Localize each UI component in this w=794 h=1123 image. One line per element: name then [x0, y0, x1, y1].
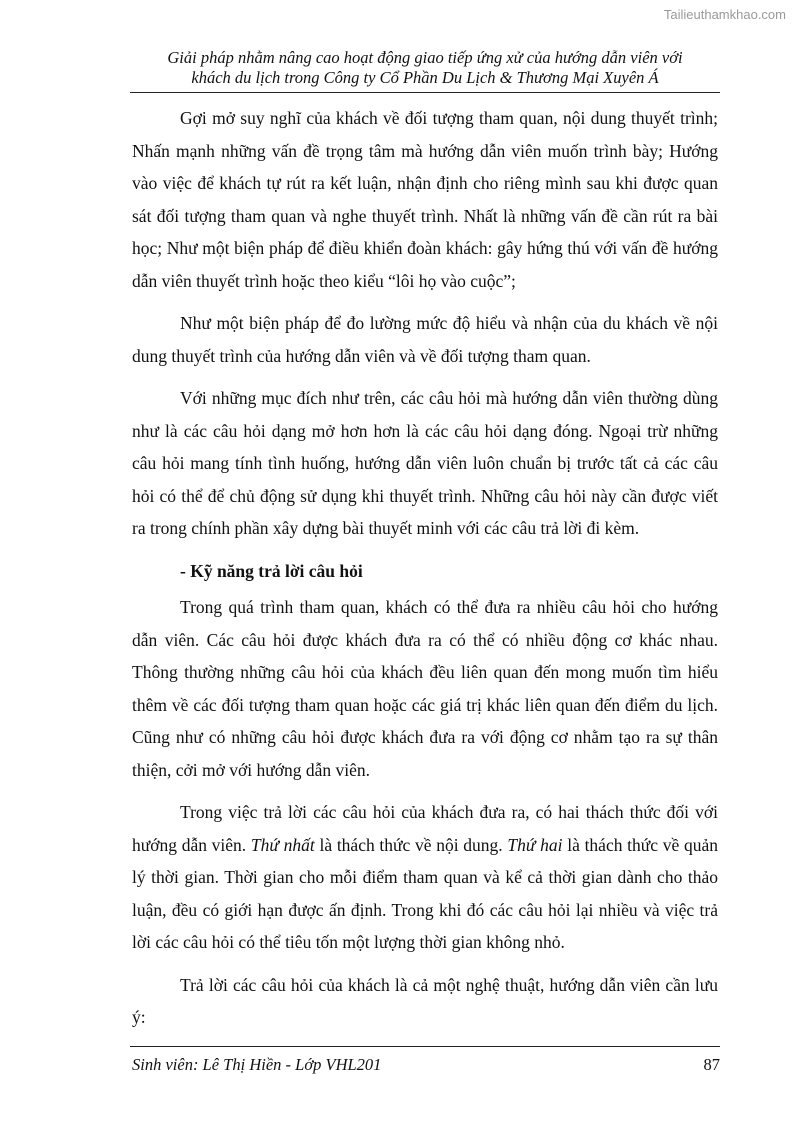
paragraph-1: Gợi mở suy nghĩ của khách về đối tượng tham quan, nội dung thuyết trình; Nhấn mạnh những vấn đề trọng tâm mà hướng dẫn viên muốn trình bày; Hướng vào việc để khách tự rút ra kết luận, nhận định cho riêng mình sau khi được quan sát đối tượng tham quan và nghe thuyết trình. Nhất là những vấn đề cần rút ra bài học; Như một biện pháp để điều khiển đoàn khách: gây hứng thú với vấn đề hướng dẫn viên thuyết trình hoặc theo kiểu “lôi họ vào cuộc”;: [132, 108, 718, 291]
header-divider: [130, 92, 720, 93]
paragraph-4: Trong quá trình tham quan, khách có thể đưa ra nhiều câu hỏi cho hướng dẫn viên. Các câu hỏi được khách đưa ra có thể có nhiều động cơ khác nhau. Thông thường những câu hỏi của khách đều liên quan đến mong muốn tìm hiểu thêm về các đối tượng tham quan hoặc các giá trị khác liên quan đến điểm du lịch. Cũng như có những câu hỏi được khách đưa ra với động cơ nhằm tạo ra sự thân thiện, cởi mở với hướng dẫn viên.: [132, 597, 718, 780]
paragraph-3: Với những mục đích như trên, các câu hỏi mà hướng dẫn viên thường dùng như là các câu hỏi dạng mở hơn hơn là các câu hỏi dạng đóng. Ngoại trừ những câu hỏi mang tính tình huống, hướng dẫn viên luôn chuẩn bị trước tất cả các câu hỏi có thể để chủ động sử dụng khi thuyết trình. Những câu hỏi này cần được viết ra trong chính phần xây dựng bài thuyết minh với các câu trả lời đi kèm.: [132, 388, 718, 538]
paragraph-2: Như một biện pháp để đo lường mức độ hiểu và nhận của du khách về nội dung thuyết trình của hướng dẫn viên và về đối tượng tham quan.: [132, 313, 718, 366]
watermark: Tailieuthamkhao.com: [663, 7, 786, 22]
page-number: 87: [703, 1055, 720, 1074]
paragraph-5-part-a: Trong việc trả lời các câu hỏi của khách đưa ra, có hai thách thức đối với hướng dẫn viên.: [132, 802, 718, 855]
section-heading: - Kỹ năng trả lời câu hỏi: [180, 560, 363, 581]
body-text: [132, 102, 718, 1044]
header-line-2: khách du lịch trong Công ty Cổ Phần Du Lịch & Thương Mại Xuyên Á: [191, 68, 659, 87]
paragraph-5-part-c: là thách thức về nội dung.: [314, 834, 508, 855]
page-footer: [132, 1055, 720, 1075]
footer-student: Sinh viên: Lê Thị Hiền - Lớp VHL201: [132, 1055, 382, 1074]
page-header: [130, 48, 720, 88]
header-line-1: Giải pháp nhằm nâng cao hoạt động giao tiếp ứng xử của hướng dẫn viên với: [167, 48, 683, 67]
paragraph-5-second: Thứ hai: [507, 834, 563, 855]
paragraph-5: [132, 796, 718, 959]
paragraph-6: Trả lời các câu hỏi của khách là cả một nghệ thuật, hướng dẫn viên cần lưu ý:: [132, 974, 718, 1027]
footer-divider: [130, 1046, 720, 1047]
paragraph-5-part-e: là thách thức về quản lý thời gian. Thời gian cho mỗi điểm tham quan và kể cả thời gian dành cho thảo luận, đều có giới hạn được ấn định. Trong khi đó các câu hỏi lại nhiều và việc trả lời các câu hỏi có thể tiêu tốn một lượng thời gian không nhỏ.: [132, 834, 719, 952]
paragraph-5-first: Thứ nhất: [250, 834, 315, 855]
